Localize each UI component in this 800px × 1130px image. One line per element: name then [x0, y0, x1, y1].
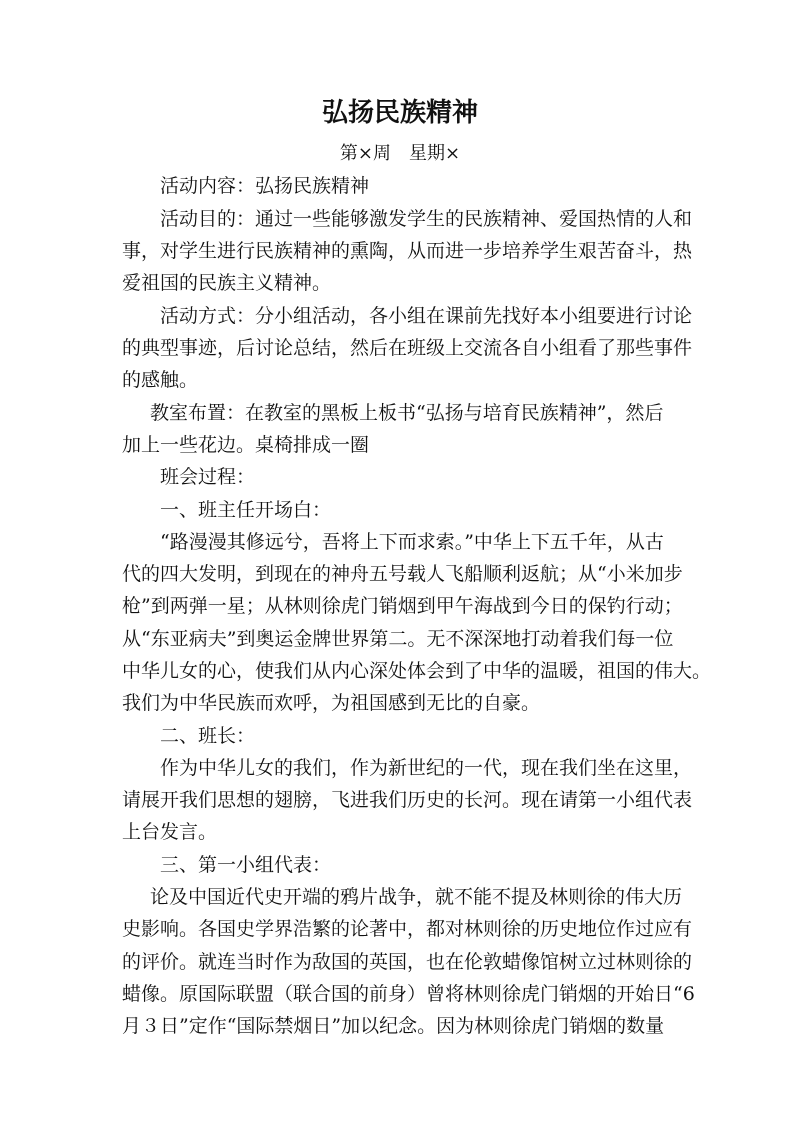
body-line: “路漫漫其修远兮，吾将上下而求索。”中华上下五千年，从古 — [160, 531, 664, 553]
body-line: 作为中华儿女的我们，作为新世纪的一代，现在我们坐在这里， — [160, 757, 693, 779]
body-line: 中华儿女的心，使我们从内心深处体会到了中华的温暖，祖国的伟大。 — [122, 660, 712, 682]
body-line: 爱祖国的民族主义精神。 — [122, 272, 332, 294]
page-title: 弘扬民族精神 — [321, 98, 478, 128]
body-line: 蜡像。原国际联盟（联合国的前身）曾将林则徐虎门销烟的开始日“6 — [122, 983, 695, 1005]
body-line: 枪”到两弹一星；从林则徐虎门销烟到甲午海战到今日的保钓行动； — [122, 595, 683, 617]
activity-method-line: 活动方式：分小组活动，各小组在课前先找好本小组要进行讨论 — [160, 305, 693, 327]
body-line: 月３日”定作“国际禁烟日”加以纪念。因为林则徐虎门销烟的数量 — [122, 1015, 665, 1037]
activity-purpose-line: 活动目的：通过一些能够激发学生的民族精神、爱国热情的人和 — [160, 208, 693, 230]
body-line: 的评价。就连当时作为敌国的英国，也在伦敦蜡像馆树立过林则徐的 — [122, 951, 693, 973]
body-line: 代的四大发明，到现在的神舟五号载人飞船顺利返航；从“小米加步 — [122, 563, 683, 585]
body-line: 事，对学生进行民族精神的熏陶，从而进一步培养学生艰苦奋斗，热 — [122, 240, 693, 262]
section-heading-teacher: 一、班主任开场白： — [160, 499, 332, 521]
body-line: 加上一些花边。桌椅排成一圈 — [122, 434, 370, 456]
body-line: 论及中国近代史开端的鸦片战争，就不能不提及林则徐的伟大历 — [150, 886, 683, 908]
body-line: 上台发言。 — [122, 821, 218, 843]
week-day-subtitle: 第×周 星期× — [339, 143, 461, 164]
body-line: 史影响。各国史学界浩繁的论著中，都对林则徐的历史地位作过应有 — [122, 918, 693, 940]
body-line: 从“东亚病夫”到奥运金牌世界第二。无不深深地打动着我们每一位 — [122, 628, 674, 650]
body-line: 的典型事迹，后讨论总结，然后在班级上交流各自小组看了那些事件 — [122, 337, 693, 359]
classroom-layout-line: 教室布置：在教室的黑板上板书“弘扬与培育民族精神”，然后 — [150, 402, 664, 424]
section-heading-monitor: 二、班长： — [160, 725, 256, 747]
body-line: 的感触。 — [122, 369, 199, 391]
body-line: 请展开我们思想的翅膀，飞进我们历史的长河。现在请第一小组代表 — [122, 789, 693, 811]
class-process-heading: 班会过程： — [160, 466, 256, 488]
section-heading-group-one: 三、第一小组代表： — [160, 854, 332, 876]
activity-content-line: 活动内容：弘扬民族精神 — [160, 175, 370, 197]
body-line: 我们为中华民族而欢呼，为祖国感到无比的自豪。 — [122, 692, 541, 714]
